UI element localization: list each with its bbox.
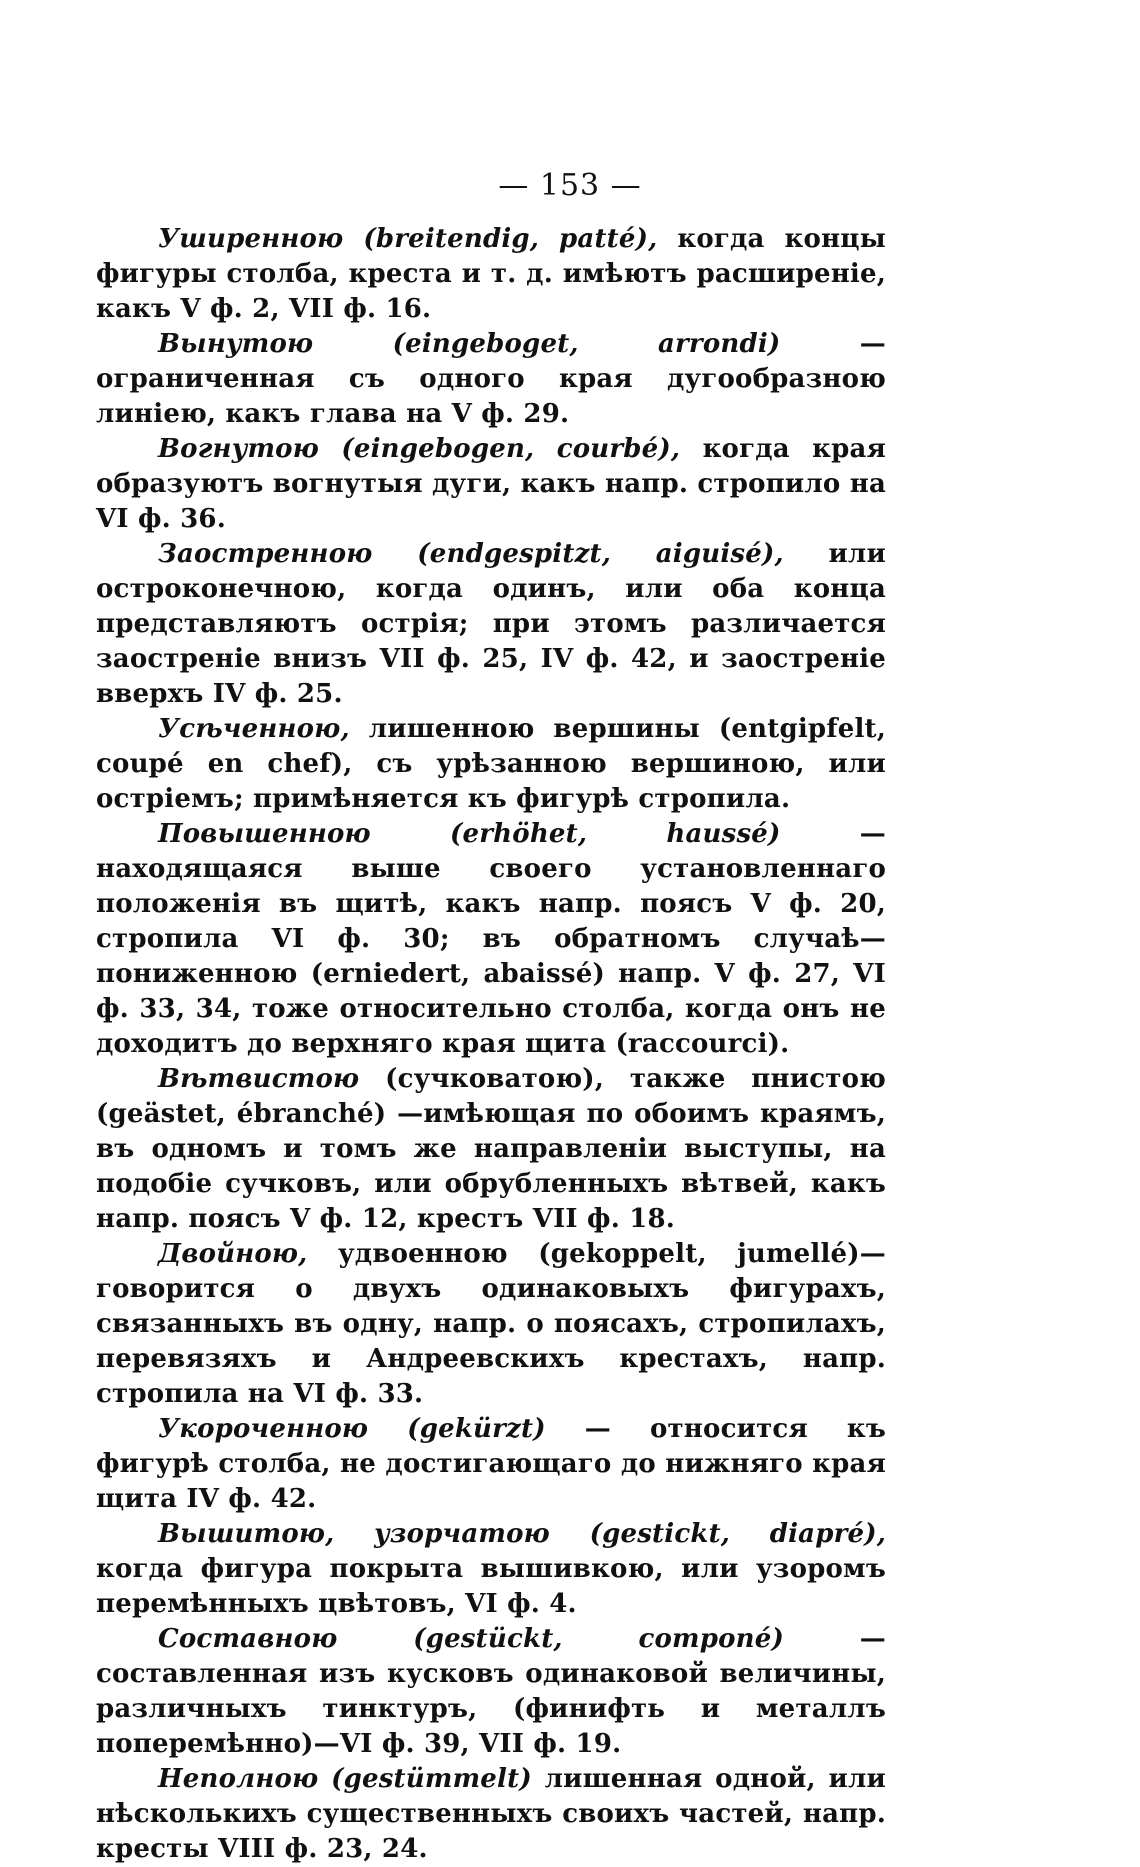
paragraph — [96, 537, 886, 712]
definition: лишенною вершины (entgipfelt, coupé en chef), съ урѣзанною вершиною, или остріемъ; примѣняется къ фигурѣ стропила. — [96, 714, 886, 814]
definition: или остроконечною, когда одинъ, или оба конца представляютъ острія; при этомъ различается заостреніе внизъ VII ф. 25, IV ф. 42, и заостреніе вверхъ IV ф. 25. — [96, 539, 886, 709]
definition: (сучковатою), также пнистою (geästet, ébranché) —имѣющая по обоимъ краямъ, въ одномъ и томъ же направленіи выступы, на подобіе сучковъ, или обрубленныхъ вѣтвей, какъ напр. поясъ V ф. 12, крестъ VII ф. 18. — [96, 1064, 886, 1234]
term: Вышитою, узорчатою — [158, 1519, 550, 1549]
term: Неполною — [158, 1764, 319, 1794]
term: Вынутою — [158, 329, 314, 359]
paragraph — [96, 1412, 886, 1517]
definition: — относится къ фигурѣ столба, не достигающаго до нижняго края щита IV ф. 42. — [96, 1414, 886, 1514]
definition: удвоенною (gekoppelt, jumellé)—говорится о двухъ одинаковыхъ фигурахъ, связанныхъ въ одну, напр. о поясахъ, стропилахъ, перевязяхъ и Андреевскихъ крестахъ, напр. стропила на VI ф. 33. — [96, 1239, 886, 1409]
definition: — находящаяся выше своего установленнаго положенія въ щитѣ, какъ напр. поясъ V ф. 20, стропила VI ф. 30; въ обратномъ случаѣ—пониженною (erniedert, abaissé) напр. V ф. 27, VI ф. 33, 34, тоже относительно столба, когда онъ не доходитъ до верхняго края щита (raccourci). — [96, 819, 886, 1059]
paragraph — [96, 712, 886, 817]
foreign-term: (gestümmelt) — [331, 1764, 532, 1794]
definition: когда фигура покрыта вышивкою, или узоромъ перемѣнныхъ цвѣтовъ, VI ф. 4. — [96, 1554, 886, 1619]
term: Усѣченною, — [158, 714, 350, 744]
foreign-term: (endgespitzt, aiguisé), — [417, 539, 784, 569]
term: Двойною, — [158, 1239, 308, 1269]
term: Уширенною — [158, 224, 344, 254]
paragraph — [96, 432, 886, 537]
term: Укороченною — [158, 1414, 369, 1444]
paragraph — [96, 817, 886, 1062]
paragraph — [96, 327, 886, 432]
foreign-term: (eingebogen, courbé), — [341, 434, 681, 464]
foreign-term: (gekürzt) — [407, 1414, 546, 1444]
paragraph — [96, 1762, 886, 1867]
definition: когда края образуютъ вогнутыя дуги, какъ напр. стропило на VI ф. 36. — [96, 434, 886, 534]
foreign-term: (breitendig, patté), — [363, 224, 658, 254]
term: Вѣтвистою — [158, 1064, 360, 1094]
page-number: — 153 — — [498, 168, 642, 203]
definition: — ограниченная съ одного края дугообразною линіею, какъ глава на V ф. 29. — [96, 329, 886, 429]
paragraph — [96, 222, 886, 327]
foreign-term: (gestückt, componé) — [413, 1624, 784, 1654]
paragraph — [96, 1622, 886, 1762]
foreign-term: (erhöhet, haussé) — [450, 819, 781, 849]
definition: лишенная одной, или нѣсколькихъ существенныхъ своихъ частей, напр. кресты VIII ф. 23, 24. — [96, 1764, 886, 1864]
paragraph — [96, 1062, 886, 1237]
term: Составною — [158, 1624, 338, 1654]
body-text — [96, 222, 886, 1867]
paragraph — [96, 1517, 886, 1622]
term: Заостренною — [158, 539, 373, 569]
foreign-term: (eingeboget, arrondi) — [392, 329, 781, 359]
foreign-term: (gestickt, diapré), — [589, 1519, 886, 1549]
term: Вогнутою — [158, 434, 319, 464]
paragraph — [96, 1237, 886, 1412]
definition: когда концы фигуры столба, креста и т. д. имѣютъ расширеніе, какъ V ф. 2, VII ф. 16. — [96, 224, 886, 324]
definition: —составленная изъ кусковъ одинаковой величины, различныхъ тинктуръ, (финифть и металлъ поперемѣнно)—VI ф. 39, VII ф. 19. — [96, 1624, 886, 1759]
term: Повышенною — [158, 819, 371, 849]
